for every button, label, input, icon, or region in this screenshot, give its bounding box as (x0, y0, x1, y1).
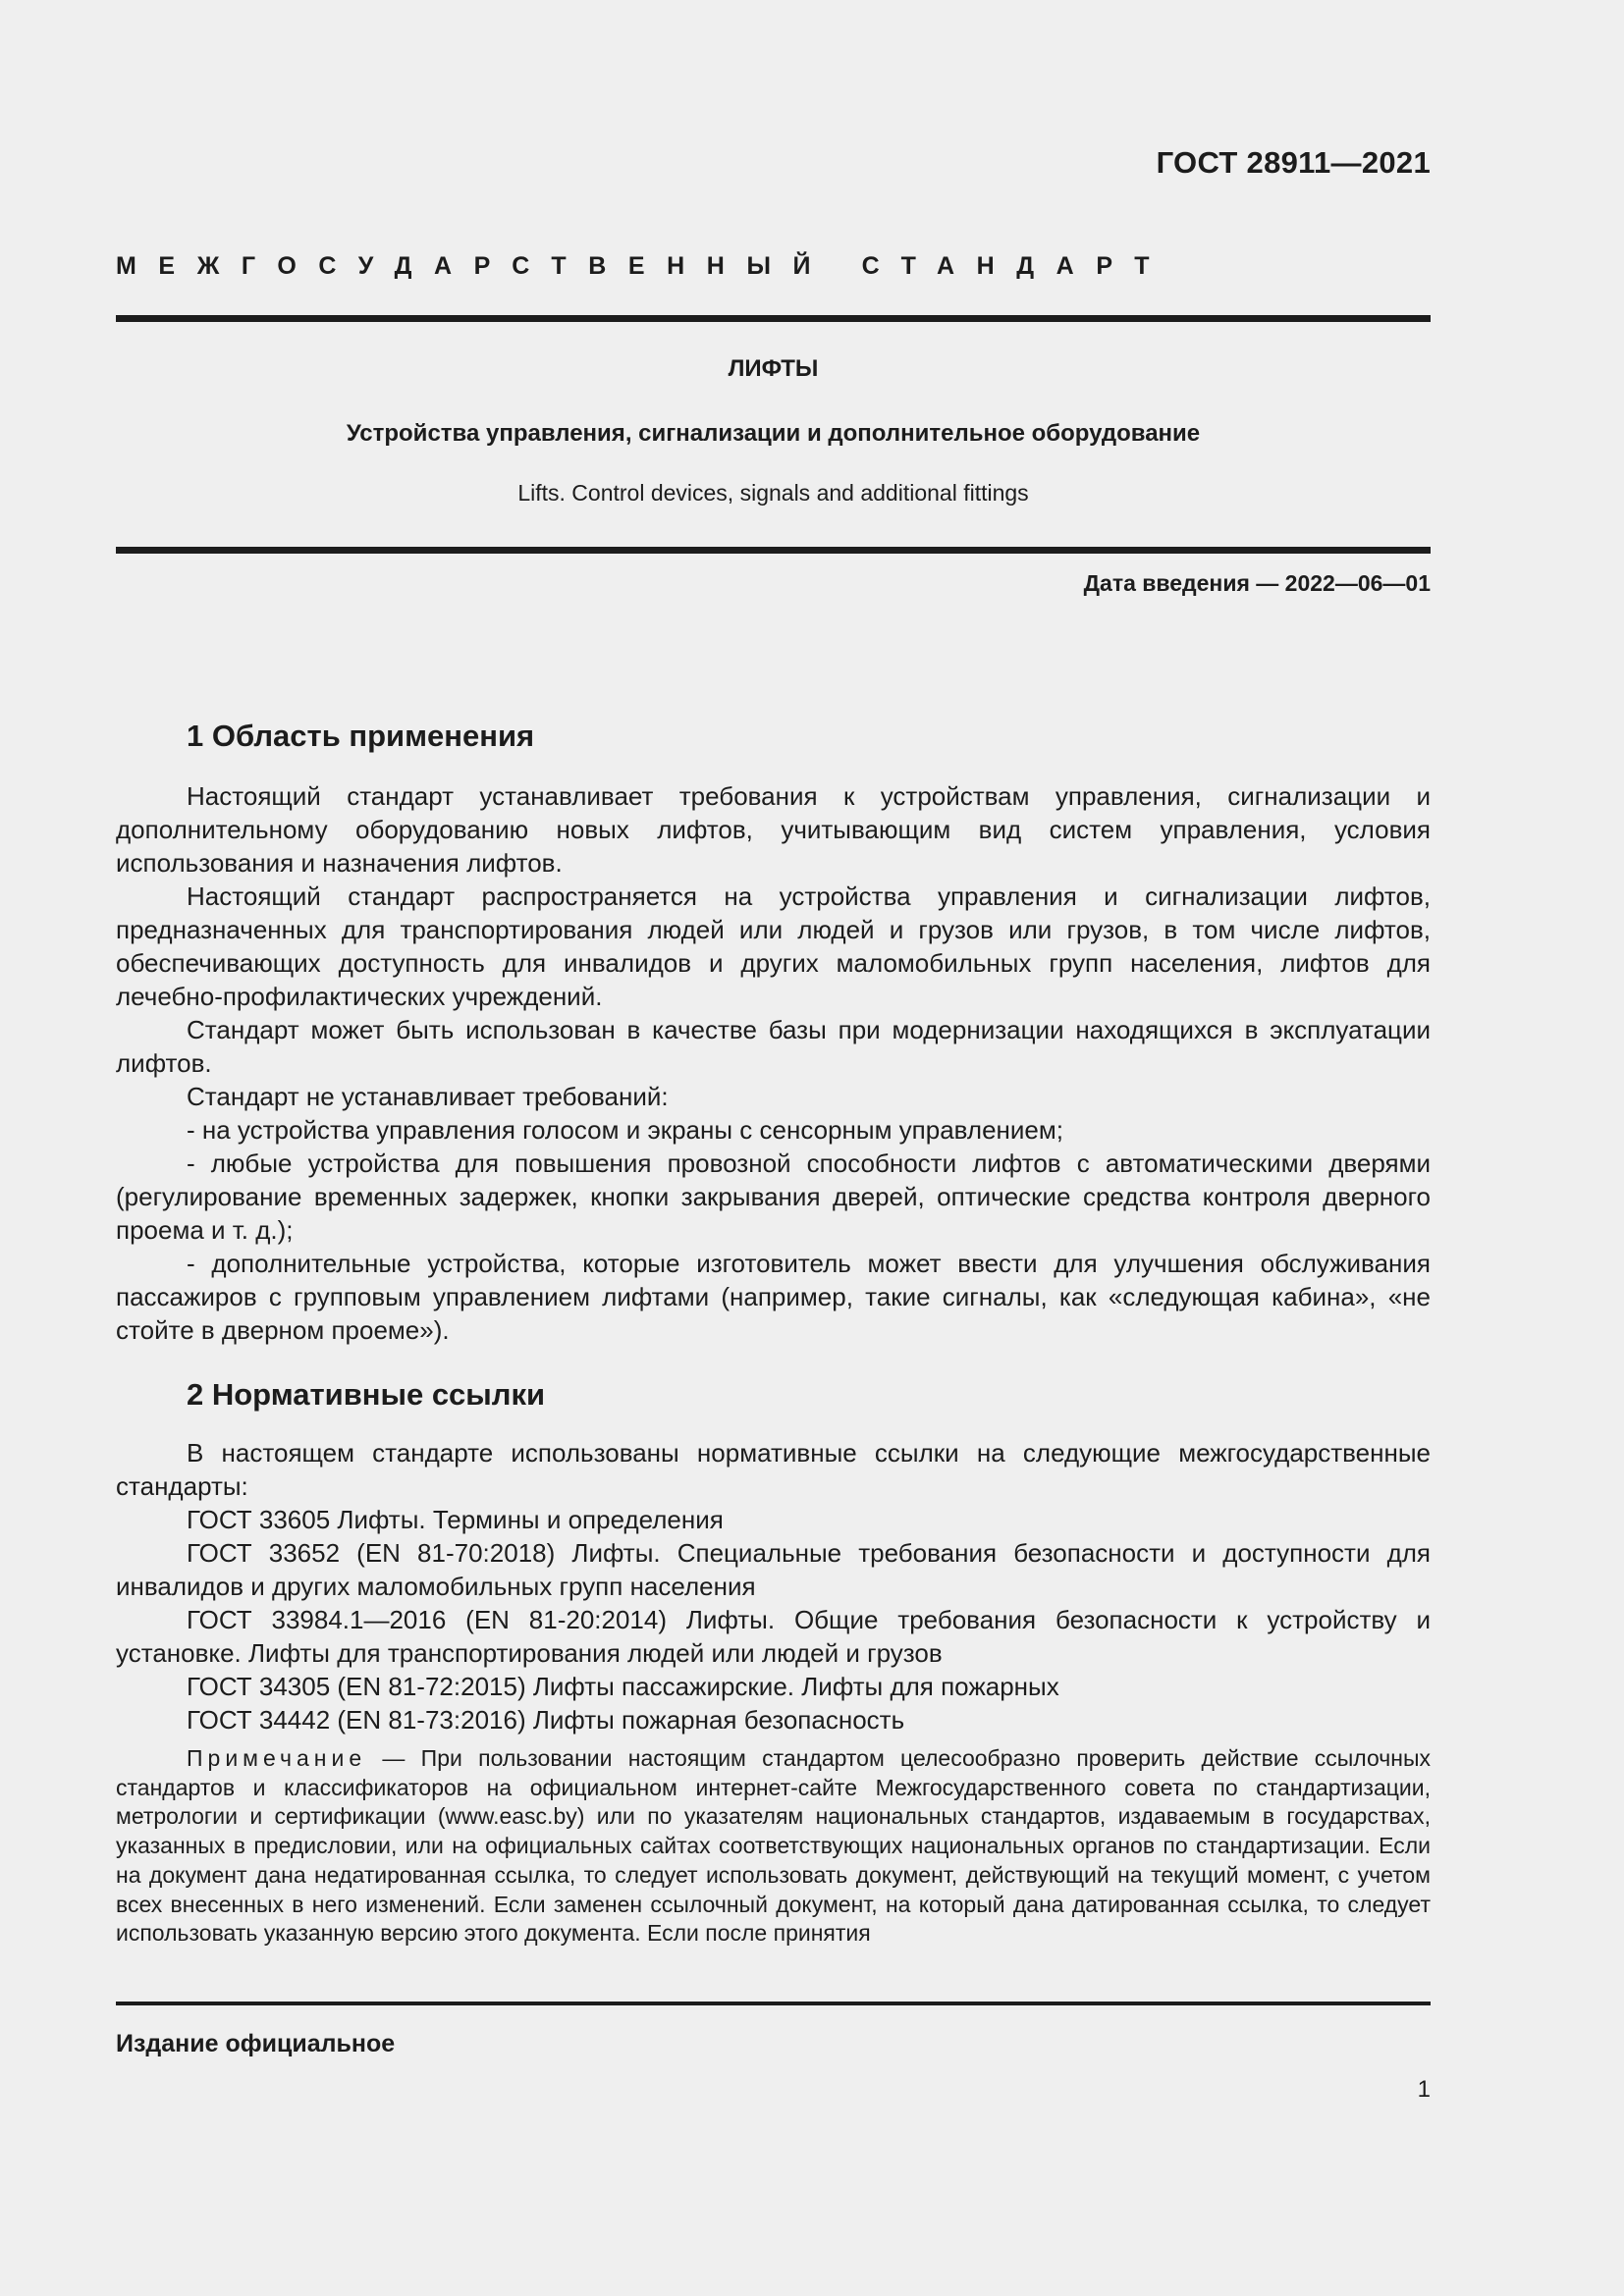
reference-item: ГОСТ 34305 (EN 81-72:2015) Лифты пассажирские. Лифты для пожарных (187, 1672, 1059, 1701)
section-2-heading: 2 Нормативные ссылки (187, 1377, 546, 1412)
reference-item: ГОСТ 33605 Лифты. Термины и определения (187, 1505, 724, 1534)
edition-label: Издание официальное (116, 2030, 396, 2057)
standard-type-heading: МЕЖГОСУДАРСТВЕННЫЙ СТАНДАРТ (116, 252, 1172, 280)
document-title: ЛИФТЫ (728, 355, 819, 382)
document-number: ГОСТ 28911—2021 (1156, 145, 1431, 180)
note-text: — При пользовании настоящим стандартом целесообразно проверить действие ссылочных стандартов и классификаторов на официальном интернет-сайте Межгосударственного совета по стандартизации, метрологии и сертификации (www.easc.by) или по указателям национальных стандартов, издаваемым в государствах, указанных в предисловии, или на официальных сайтах соответствующих национальных органов по стандартизации. Если на документ дана недатированная ссылка, то следует использовать документ, действующий на текущий момент, с учетом всех внесенных в него изменений. Если заменен ссылочный документ, на который дана датированная ссылка, то следует использовать указанную версию этого документа. Если после принятия (116, 1745, 1431, 1947)
section-1-list-item: - дополнительные устройства, которые изготовитель может ввести для улучшения обслуживания пассажиров с групповым управлением лифтами (например, такие сигналы, как «следующая кабина», «не стойте в дверном проеме»). (116, 1249, 1431, 1345)
note-label: Примечание (187, 1745, 367, 1771)
reference-item: ГОСТ 33652 (EN 81-70:2018) Лифты. Специальные требования безопасности и доступности для инвалидов и других маломобильных групп населения (116, 1538, 1431, 1601)
section-2-paragraph: В настоящем стандарте использованы нормативные ссылки на следующие межгосударственные стандарты: (116, 1438, 1431, 1501)
section-1-body (116, 779, 1431, 1347)
section-1-heading: 1 Область применения (187, 719, 535, 753)
section-1-list-item: - любые устройства для повышения провозной способности лифтов с автоматическими дверями (регулирование временных задержек, кнопки закрывания дверей, оптические средства контроля дверного проема и т. д.); (116, 1148, 1431, 1245)
footer-divider (116, 2002, 1431, 2005)
page-number: 1 (1417, 2076, 1431, 2103)
introduction-date: Дата введения — 2022—06—01 (1083, 570, 1431, 596)
section-1-paragraph: Настоящий стандарт распространяется на устройства управления и сигнализации лифтов, предназначенных для транспортирования людей или людей и грузов или грузов, в том числе лифтов, обеспечивающих доступность для инвалидов и других маломобильных групп населения, лифтов для лечебно-профилактических учреждений. (116, 881, 1431, 1011)
section-2-body (116, 1436, 1431, 1736)
section-1-paragraph: Стандарт не устанавливает требований: (187, 1082, 669, 1111)
document-page (116, 0, 1431, 2296)
title-divider (116, 547, 1431, 554)
document-subtitle: Устройства управления, сигнализации и дополнительное оборудование (346, 420, 1201, 447)
section-1-paragraph: Стандарт может быть использован в качестве базы при модернизации находящихся в эксплуатации лифтов. (116, 1015, 1431, 1078)
note-block (116, 1744, 1431, 1949)
document-english-title: Lifts. Control devices, signals and additional fittings (517, 480, 1029, 506)
reference-item: ГОСТ 34442 (EN 81-73:2016) Лифты пожарная безопасность (187, 1705, 905, 1735)
section-1-paragraph: Настоящий стандарт устанавливает требования к устройствам управления, сигнализации и дополнительному оборудованию новых лифтов, учитывающим вид систем управления, условия использования и назначения лифтов. (116, 781, 1431, 878)
section-1-list-item: - на устройства управления голосом и экраны с сенсорным управлением; (187, 1115, 1063, 1145)
top-divider (116, 315, 1431, 322)
reference-item: ГОСТ 33984.1—2016 (EN 81-20:2014) Лифты. Общие требования безопасности к устройству и установке. Лифты для транспортирования людей или людей и грузов (116, 1605, 1431, 1668)
